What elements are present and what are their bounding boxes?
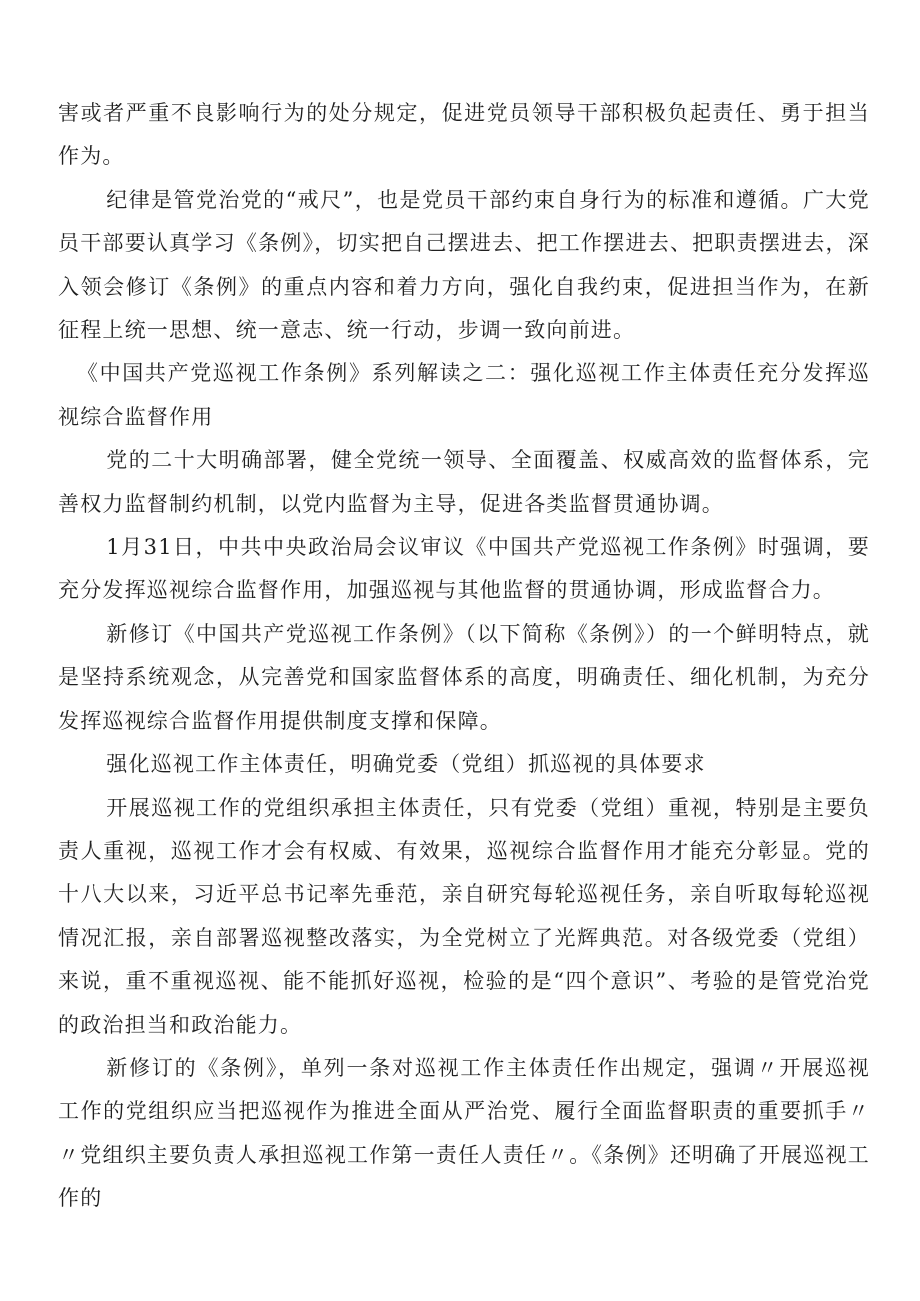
paragraph-twentieth-congress: 党的二十大明确部署，健全党统一领导、全面覆盖、权威高效的监督体系，完善权力监督制约机制，以党内监督为主导，促进各类监督贯通协调。 — [58, 448, 870, 516]
document-body — [58, 92, 870, 1221]
section-title: 《中国共产党巡视工作条例》系列解读之二：强化巡视工作主体责任充分发挥巡视综合监督作用 — [58, 361, 870, 429]
paragraph-revised-regulation: 新修订的《条例》，单列一条对巡视工作主体责任作出规定，强调〃开展巡视工作的党组织应当把巡视作为推进全面从严治党、履行全面监督职责的重要抓手〃〃党组织主要负责人承担巡视工作第一责任人责任〃。《条例》还明确了开展巡视工作的 — [58, 1055, 870, 1211]
paragraph-new-regulation: 新修订《中国共产党巡视工作条例》（以下简称《条例》）的一个鲜明特点，就是坚持系统观念，从完善党和国家监督体系的高度，明确责任、细化机制，为充分发挥巡视综合监督作用提供制度支撑和保障。 — [58, 621, 870, 733]
paragraph-continued: 害或者严重不良影响行为的处分规定，促进党员领导干部积极负起责任、勇于担当作为。 — [58, 101, 870, 169]
paragraph-january-meeting: 1月31日，中共中央政治局会议审议《中国共产党巡视工作条例》时强调，要充分发挥巡视综合监督作用，加强巡视与其他监督的贯通协调，形成监督合力。 — [58, 535, 870, 603]
paragraph-discipline: 纪律是管党治党的“戒尺”，也是党员干部约束自身行为的标准和遵循。广大党员干部要认真学习《条例》，切实把自己摆进去、把工作摆进去、把职责摆进去，深入领会修订《条例》的重点内容和着力方向，强化自我约束，促进担当作为，在新征程上统一思想、统一意志、统一行动，步调一致向前进。 — [58, 187, 870, 343]
subheading-main-responsibility: 强化巡视工作主体责任，明确党委（党组）抓巡视的具体要求 — [106, 752, 706, 777]
paragraph-party-organization: 开展巡视工作的党组织承担主体责任，只有党委（党组）重视，特别是主要负责人重视，巡视工作才会有权威、有效果，巡视综合监督作用才能充分彰显。党的十八大以来，习近平总书记率先垂范，亲自研究每轮巡视任务，亲自听取每轮巡视情况汇报，亲自部署巡视整改落实，为全党树立了光辉典范。对各级党委（党组）来说，重不重视巡视、能不能抓好巡视，检验的是“四个意识”、考验的是管党治党的政治担当和政治能力。 — [58, 795, 870, 1037]
